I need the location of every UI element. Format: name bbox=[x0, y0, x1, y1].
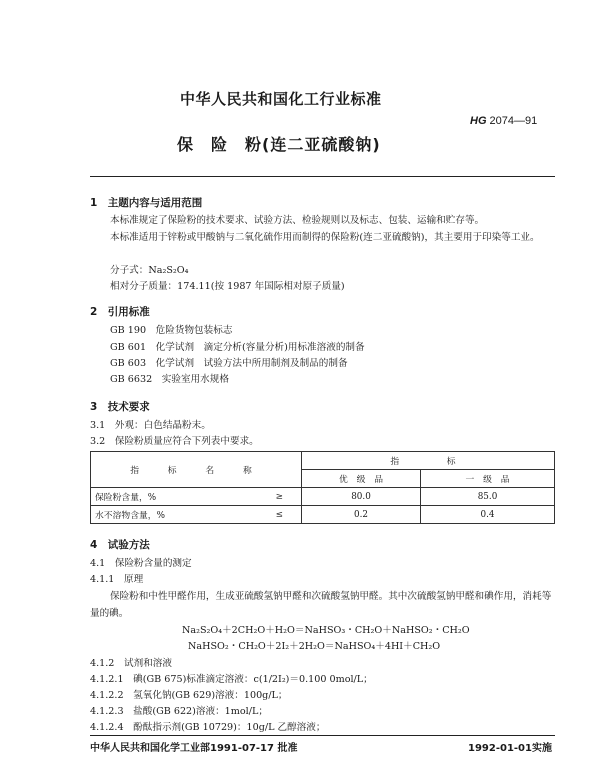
grade-header-premium: 优 级 品 bbox=[302, 470, 421, 488]
standard-number bbox=[470, 115, 537, 127]
reagent-item: 4.1.2.3 盐酸(GB 622)溶液：1mol/L； bbox=[90, 706, 268, 717]
section-1-heading: 1 主题内容与适用范围 bbox=[90, 197, 203, 209]
row-value-premium: 80.0 bbox=[302, 488, 421, 506]
molecular-formula: 分子式：Na₂S₂O₄ bbox=[110, 265, 189, 276]
reagent-item: 4.1.2.1 碘(GB 675)标准滴定溶液：c(1/2I₂)＝0.100 0mol/L； bbox=[90, 674, 373, 685]
reference-item: GB 603 化学试剂 试验方法中所用制剂及制品的制备 bbox=[110, 358, 348, 369]
row-value-premium: 0.2 bbox=[302, 506, 421, 524]
document-title: 保 险 粉(连二亚硫酸钠) bbox=[177, 135, 381, 154]
standard-prefix: HG bbox=[470, 115, 487, 127]
reaction-equation-2: NaHSO₂・CH₂O＋2I₂＋2H₂O＝NaHSO₄＋4HI＋CH₂O bbox=[188, 641, 441, 652]
subsection-4-1: 4.1 保险粉含量的测定 bbox=[90, 558, 192, 569]
principle-paragraph: 保险粉和中性甲醛作用，生成亚硫酸氢钠甲醛和次硫酸氢钠甲醛。其中次硫酸氢钠甲醛和碘作用，消耗等量的碘。 bbox=[90, 591, 552, 619]
grade-header-first: 一 级 品 bbox=[421, 470, 555, 488]
reaction-equation-1: Na₂S₂O₄＋2CH₂O＋H₂O＝NaHSO₃・CH₂O＋NaHSO₂・CH₂O bbox=[182, 625, 470, 636]
molecular-mass: 相对分子质量：174.11(按 1987 年国际相对原子质量) bbox=[110, 281, 345, 292]
standard-code: 2074—91 bbox=[486, 115, 538, 127]
section-3-heading: 3 技术要求 bbox=[90, 401, 150, 413]
footer-divider bbox=[90, 735, 555, 736]
issuing-standard-header: 中华人民共和国化工行业标准 bbox=[180, 90, 382, 108]
appearance-requirement: 3.1 外观：白色结晶粉末。 bbox=[90, 420, 211, 431]
section-4-heading: 4 试验方法 bbox=[90, 539, 150, 551]
row-operator: ≥ bbox=[249, 488, 302, 506]
approval-line: 中华人民共和国化学工业部1991-07-17 批准 bbox=[90, 743, 298, 754]
section-2-heading: 2 引用标准 bbox=[90, 306, 150, 318]
reference-item: GB 601 化学试剂 滴定分析(容量分析)用标准溶液的制备 bbox=[110, 342, 365, 353]
reference-item: GB 190 危险货物包装标志 bbox=[110, 325, 233, 336]
title-divider bbox=[90, 176, 555, 177]
effective-date: 1992-01-01实施 bbox=[468, 743, 552, 754]
col-header-index: 指 标 bbox=[302, 452, 555, 470]
row-value-first: 85.0 bbox=[421, 488, 555, 506]
table-row bbox=[91, 488, 555, 506]
table-row bbox=[91, 506, 555, 524]
row-operator: ≤ bbox=[249, 506, 302, 524]
section-1-paragraph-1: 本标准规定了保险粉的技术要求、试验方法、检验规则以及标志、包装、运输和贮存等。 bbox=[110, 215, 485, 226]
row-value-first: 0.4 bbox=[421, 506, 555, 524]
subsection-4-1-1: 4.1.1 原理 bbox=[90, 574, 144, 585]
reference-item: GB 6632 实验室用水规格 bbox=[110, 374, 229, 385]
section-1-paragraph-2: 本标准适用于锌粉或甲酸钠与二氧化硫作用而制得的保险粉(连二亚硫酸钠)，其主要用于印染等工业。 bbox=[110, 232, 540, 243]
reagent-item: 4.1.2.2 氢氧化钠(GB 629)溶液：100g/L； bbox=[90, 690, 288, 701]
subsection-4-1-2: 4.1.2 试剂和溶液 bbox=[90, 658, 172, 669]
row-name: 水不溶物含量，% bbox=[91, 506, 250, 524]
reagent-item: 4.1.2.4 酚酞指示剂(GB 10729)：10g/L 乙醇溶液； bbox=[90, 722, 326, 733]
quality-spec-table bbox=[90, 451, 555, 524]
col-header-name: 指 标 名 称 bbox=[91, 452, 302, 488]
row-name: 保险粉含量，% bbox=[91, 488, 250, 506]
quality-requirement: 3.2 保险粉质量应符合下列表中要求。 bbox=[90, 436, 259, 447]
